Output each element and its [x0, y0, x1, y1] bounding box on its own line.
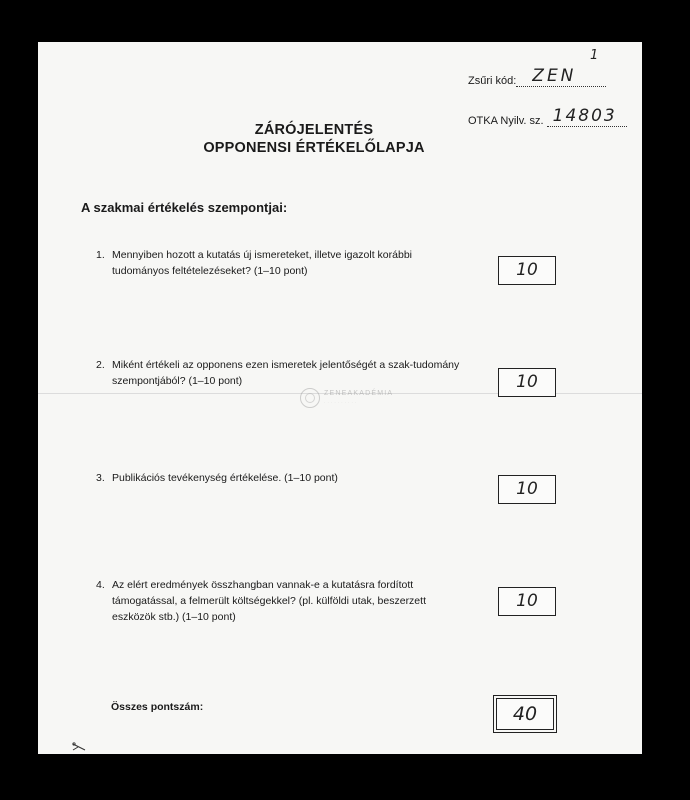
jury-code-handwritten-value: ZEN	[532, 66, 577, 86]
score-box: 10	[498, 256, 556, 285]
question-text: Miként értékeli az opponens ezen ismeretek jelentőségét a szak-tudomány szempontjából? (1–10 pont)	[112, 359, 460, 387]
document-subtitle: OPPONENSI ÉRTÉKELŐLAPJA	[203, 140, 425, 156]
question-number: 3.	[96, 472, 105, 484]
score-box: 10	[498, 368, 556, 397]
section-heading: A szakmai értékelés szempontjai:	[81, 200, 288, 215]
question-number: 4.	[96, 579, 105, 591]
jury-code-field	[468, 66, 606, 87]
otka-number-label: OTKA Nyilv. sz.	[468, 115, 544, 127]
question-text: Publikációs tevékenység értékelése. (1–10 pont)	[112, 472, 338, 484]
jury-code-handwritten-index: 1	[590, 48, 599, 63]
question-number: 1.	[96, 249, 105, 261]
stamp-seal-icon	[300, 388, 320, 408]
document-page	[38, 42, 642, 754]
otka-number-handwritten-value: 14803	[552, 106, 617, 126]
scissors-mark-icon	[72, 742, 86, 752]
question-number: 2.	[96, 359, 105, 371]
question-text: Mennyiben hozott a kutatás új ismereteket, illetve igazolt korábbi tudományos feltételezéseket? (1–10 pont)	[112, 249, 412, 277]
score-box: 10	[498, 587, 556, 616]
stamp-name: ZENEAKADÉMIA	[324, 390, 394, 397]
total-score-box: 40	[496, 698, 554, 730]
jury-code-label: Zsűri kód:	[468, 75, 517, 87]
document-title: ZÁRÓJELENTÉS	[254, 122, 374, 138]
jury-code-dotted-line	[516, 66, 606, 87]
zeneakademia-stamp	[300, 386, 420, 412]
stamp-fine-print-decoration: · · · · · · · · · ·	[324, 400, 357, 405]
score-box: 10	[498, 475, 556, 504]
total-score-label: Összes pontszám:	[111, 701, 204, 713]
question-text: Az elért eredmények összhangban vannak-e a kutatásra fordított támogatással, a felmerült költségekkel? (pl. külföldi utak, beszerzett eszközök stb.) (1–10 pont)	[112, 579, 426, 623]
